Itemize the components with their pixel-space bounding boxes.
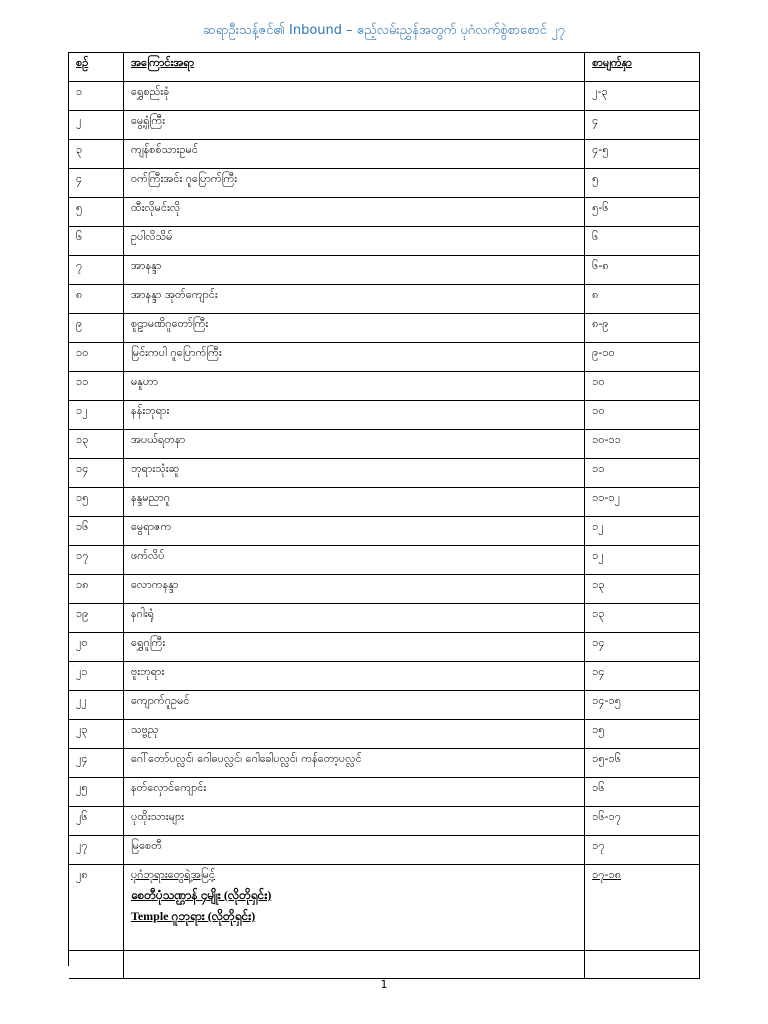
table-row	[69, 488, 700, 517]
row-number: ၂၃	[69, 720, 124, 749]
row-number: ၂၁	[69, 662, 124, 691]
row-page: ၁၆	[585, 778, 700, 807]
header-number: စဥ်	[69, 53, 124, 82]
row-page: ၄	[585, 111, 700, 140]
table-row	[69, 459, 700, 488]
row-topic: နဂါးရုံ	[124, 604, 585, 633]
table-row	[69, 198, 700, 227]
empty-row	[69, 951, 700, 979]
row-subtopic-stupa: စေတီပုံသဏ္ဌာန် ၄မျိုး (လိုတိုရှင်း)	[130, 888, 272, 902]
row-topic: ဝက်ကြီးအင်း ဂူပြောက်ကြီး	[124, 169, 585, 198]
table-row	[69, 517, 700, 546]
table-row	[69, 372, 700, 401]
table-body	[69, 82, 700, 865]
row-page: ၈	[585, 285, 700, 314]
row-number: ၁	[69, 82, 124, 111]
row-number: ၁၂	[69, 401, 124, 430]
page-number: 1	[380, 978, 388, 991]
row-page: ၁၀-၁၁	[585, 430, 700, 459]
row-number: ၃	[69, 140, 124, 169]
row-page: ၁၇-၁၈	[585, 865, 700, 951]
table-row	[69, 430, 700, 459]
row-page: ၈-၉	[585, 314, 700, 343]
row-page: ၁၄-၁၅	[585, 691, 700, 720]
row-page: ၁၅-၁၆	[585, 749, 700, 778]
row-topic: မွေရာဇက	[124, 517, 585, 546]
row-number: ၈	[69, 285, 124, 314]
row-page: ၂-၃	[585, 82, 700, 111]
row-topic-heading: ပုဂံဘုရားတွေရဲ့အမြင့်	[130, 868, 216, 881]
row-number: ၁၉	[69, 604, 124, 633]
row-topic: မြင်းကပါ ဂူပြောက်ကြီး	[124, 343, 585, 372]
table-row	[69, 169, 700, 198]
table-row	[69, 633, 700, 662]
row-number: ၁၃	[69, 430, 124, 459]
contents-table	[68, 52, 700, 966]
row-page: ၁၃	[585, 575, 700, 604]
row-topic: ကျောက်ဂူဥမင်	[124, 691, 585, 720]
row-page: ၉-၁၀	[585, 343, 700, 372]
row-page: ၆-၈	[585, 256, 700, 285]
empty-cell	[69, 951, 124, 979]
row-topic: စူဠာမဏိဂူတော်ကြီး	[124, 314, 585, 343]
row-number: ၂၇	[69, 836, 124, 865]
row-topic	[124, 865, 585, 951]
row-topic: နန္ဒမညာဂူ	[124, 488, 585, 517]
row-number: ၅	[69, 198, 124, 227]
row-number: ၂	[69, 111, 124, 140]
row-subtopic-temple: Temple ဂူဘုရား (လိုတိုရှင်း)	[130, 909, 256, 923]
row-page: ၁၇	[585, 836, 700, 865]
row-topic: ဥပါလိသိမ်	[124, 227, 585, 256]
table-row	[69, 285, 700, 314]
row-page: ၁၃	[585, 604, 700, 633]
table-row	[69, 691, 700, 720]
row-topic: ထီးလိုမင်းလို	[124, 198, 585, 227]
row-number: ၁၇	[69, 546, 124, 575]
row-page: ၁၁-၁၂	[585, 488, 700, 517]
row-topic: အာနန္ဒာ	[124, 256, 585, 285]
table-header-row	[69, 53, 700, 82]
row-topic: သဗ္ဗညု	[124, 720, 585, 749]
header-page: စာမျက်နှာ	[585, 53, 700, 82]
row-page: ၁၁	[585, 459, 700, 488]
table-row	[69, 807, 700, 836]
row-number: ၇	[69, 256, 124, 285]
row-topic: ကျန်စစ်သားဥမင်	[124, 140, 585, 169]
row-topic: ဘုရားသုံးဆူ	[124, 459, 585, 488]
row-number: ၄	[69, 169, 124, 198]
row-topic: မနူဟာ	[124, 372, 585, 401]
row-page: ၁၆-၁၇	[585, 807, 700, 836]
row-page: ၁၂	[585, 546, 700, 575]
row-number: ၂၅	[69, 778, 124, 807]
row-topic: မွေ့ရှံကြီး	[124, 111, 585, 140]
row-number: ၂၆	[69, 807, 124, 836]
row-topic: ဗူးဘုရား	[124, 662, 585, 691]
table-row	[69, 82, 700, 111]
row-number: ၁၈	[69, 575, 124, 604]
row-page: ၁၅	[585, 720, 700, 749]
row-page: ၅	[585, 169, 700, 198]
row-topic: အပယ်ရတနာ	[124, 430, 585, 459]
row-page: ၁၄	[585, 633, 700, 662]
row-topic: နတ်လှောင်ကျောင်း	[124, 778, 585, 807]
row-page: ၄-၅	[585, 140, 700, 169]
table-row	[69, 256, 700, 285]
table-row	[69, 227, 700, 256]
row-page: ၁၀	[585, 401, 700, 430]
table-row	[69, 111, 700, 140]
row-topic: ဖက်လိပ်	[124, 546, 585, 575]
row-number: ၁၀	[69, 343, 124, 372]
table-row	[69, 749, 700, 778]
table-row	[69, 836, 700, 865]
document-title: ဆရာဦးသန့်ဇင်၏ Inbound – ဧည့်လမ်းညွှန်အတွက် ပုဂံလက်စွဲစာစောင် ၂၇	[203, 23, 565, 38]
table-row	[69, 140, 700, 169]
row-topic: အာနန္ဒာ အုတ်ကျောင်း	[124, 285, 585, 314]
table-row	[69, 575, 700, 604]
table-row	[69, 343, 700, 372]
table-row	[69, 778, 700, 807]
table-row	[69, 662, 700, 691]
row-number: ၂၈	[69, 865, 124, 951]
row-number: ၂၀	[69, 633, 124, 662]
row-number: ၁၄	[69, 459, 124, 488]
row-topic: နန်းဘုရား	[124, 401, 585, 430]
row-topic: ရွှေစည်းခုံ	[124, 82, 585, 111]
row-page: ၁၄	[585, 662, 700, 691]
row-number: ၉	[69, 314, 124, 343]
row-topic: မြစေတီ	[124, 836, 585, 865]
row-topic: ပုထိုးသားများ	[124, 807, 585, 836]
table-row	[69, 546, 700, 575]
row-topic: လောကနန္ဒာ	[124, 575, 585, 604]
row-page: ၆	[585, 227, 700, 256]
table-row	[69, 314, 700, 343]
row-number: ၁၆	[69, 517, 124, 546]
row-page: ၁၀	[585, 372, 700, 401]
row-number: ၆	[69, 227, 124, 256]
row-number: ၂၂	[69, 691, 124, 720]
row-number: ၁၁	[69, 372, 124, 401]
row-topic: ရွှေဂူကြီး	[124, 633, 585, 662]
table-row	[69, 865, 700, 951]
table-row	[69, 604, 700, 633]
table-row	[69, 401, 700, 430]
row-number: ၁၅	[69, 488, 124, 517]
table-row	[69, 720, 700, 749]
empty-cell	[124, 951, 585, 979]
row-page: ၅-၆	[585, 198, 700, 227]
row-number: ၂၄	[69, 749, 124, 778]
empty-cell	[585, 951, 700, 979]
row-page: ၁၂	[585, 517, 700, 546]
row-topic: ဂေါ်တော်ပလ္လင်၊ ဂေါဓပလ္လင်၊ ဂေါခေါပလ္လင်၊ ကန်တော့ပလ္လင်	[124, 749, 585, 778]
header-topic: အကြောင်းအရာ	[124, 53, 585, 82]
